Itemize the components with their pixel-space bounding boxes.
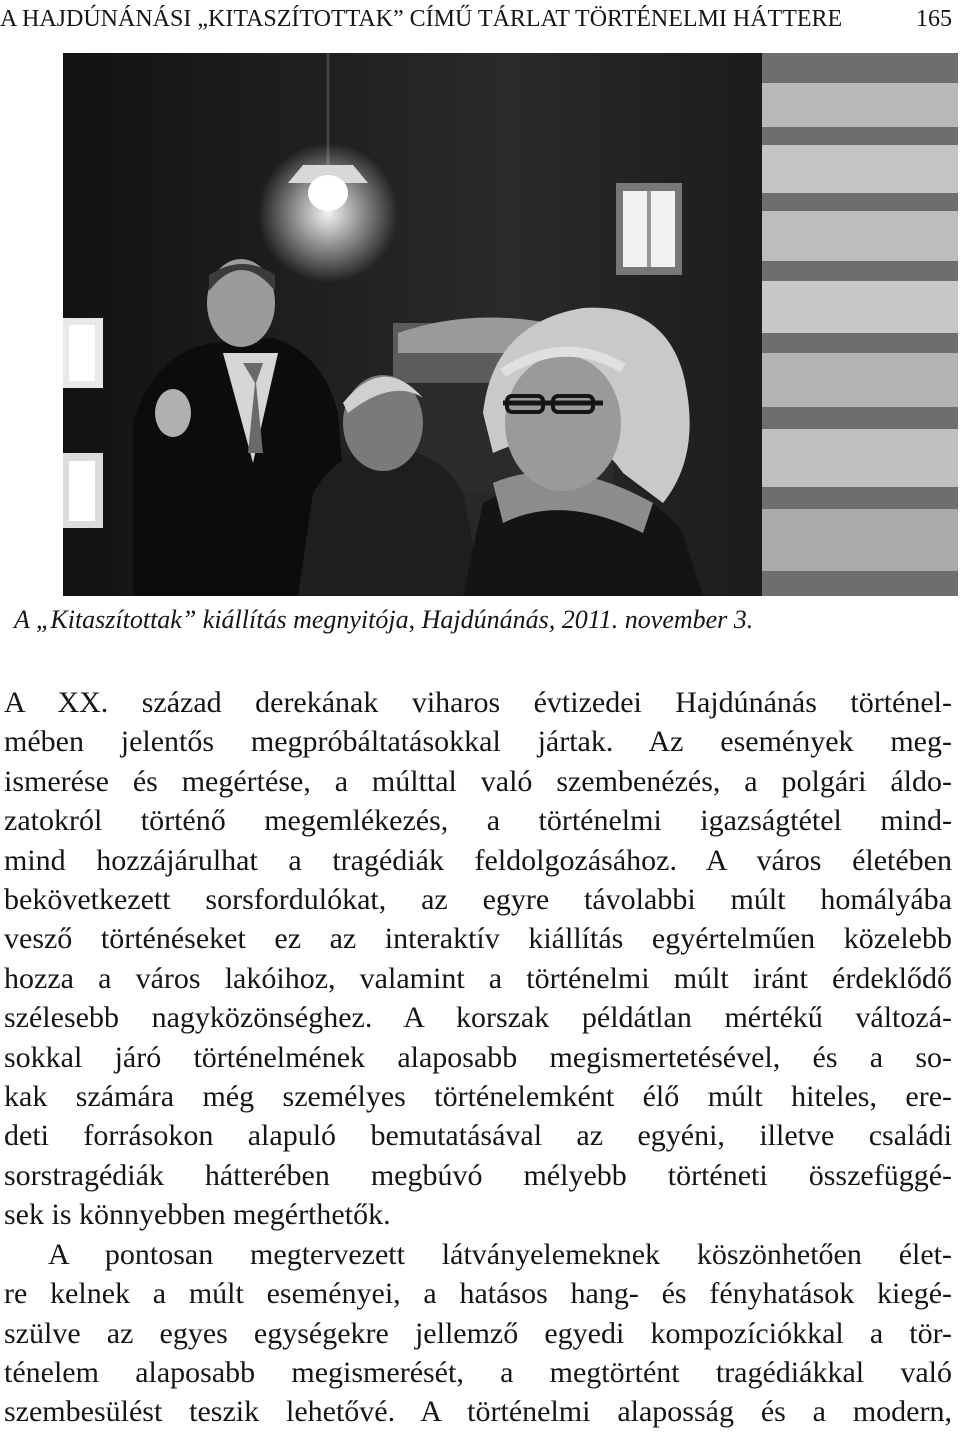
- running-header: [0, 4, 952, 34]
- text-line: vesző történéseket ez az interaktív kiállítás egyértelműen közelebb: [4, 922, 952, 956]
- text-line: mind hozzájárulhat a tragédiák feldolgozásához. A város életében: [4, 843, 952, 877]
- running-title: [0, 4, 842, 34]
- running-title-part2: KITASZÍTOTTAK: [208, 6, 394, 32]
- small-window: [616, 183, 682, 275]
- text-line: zatokról történő megemlékezés, a történelmi igazságtétel mind-: [4, 804, 952, 838]
- article-body: [4, 683, 952, 1432]
- text-line: szembesülést teszik lehetővé. A történelmi alaposság és a modern,: [4, 1395, 952, 1429]
- text-line: deti forrásokon alapuló bemutatásával az egyéni, illetve családi: [4, 1119, 952, 1153]
- text-line: A XX. század derekának viharos évtizedei Hajdúnánás történel-: [4, 686, 952, 719]
- paragraph-2: [4, 1235, 952, 1432]
- exhibition-photo: [63, 53, 958, 596]
- text-line: sorstragédiák hátterében megbúvó mélyebb történeti összefüggé-: [4, 1158, 952, 1192]
- text-line: bekövetkezett sorsfordulókat, az egyre távolabbi múlt homályába: [4, 883, 952, 917]
- running-title-part1: A HAJDÚNÁNÁSI „: [0, 6, 208, 32]
- text-line: ténelem alaposabb megismerését, a megtörtént tragédiákkal való: [4, 1355, 952, 1389]
- text-line: hozza a város lakóihoz, valamint a történelmi múlt iránt érdeklődő: [4, 961, 952, 995]
- text-line: sek is könnyebben megérthetők.: [4, 1198, 391, 1232]
- text-line: szülve az egyes egységekre jellemző egyedi kompozíciókkal a tör-: [4, 1316, 952, 1350]
- figure-caption: A „Kitaszítottak” kiállítás megnyitója, Hajdúnánás, 2011. november 3.: [14, 605, 754, 634]
- paragraph-1: [4, 683, 952, 1235]
- running-title-part3: ” CÍMŰ TÁRLAT TÖRTÉNELMI HÁTTERE: [393, 6, 843, 32]
- text-line: A pontosan megtervezett látványelemeknek köszönhetően élet-: [48, 1237, 952, 1271]
- text-line: mében jelentős megpróbáltatásokkal jártak. Az események meg-: [4, 725, 952, 759]
- wooden-wall-planks: [748, 53, 958, 596]
- text-line: re kelnek a múlt eseményei, a hatásos hang- és fényhatások kiegé-: [4, 1277, 952, 1311]
- text-line: kak számára még személyes történelemként élő múlt hiteles, ere-: [4, 1080, 952, 1114]
- text-line: ismerése és megértése, a múlttal való szembenézés, a polgári áldo-: [4, 764, 952, 798]
- text-line: szélesebb nagyközönséghez. A korszak példátlan mértékű változá-: [4, 1001, 952, 1035]
- page-number: 165: [916, 6, 952, 32]
- text-line: sokkal járó történelmének alaposabb megismertetésével, és a so-: [4, 1040, 952, 1074]
